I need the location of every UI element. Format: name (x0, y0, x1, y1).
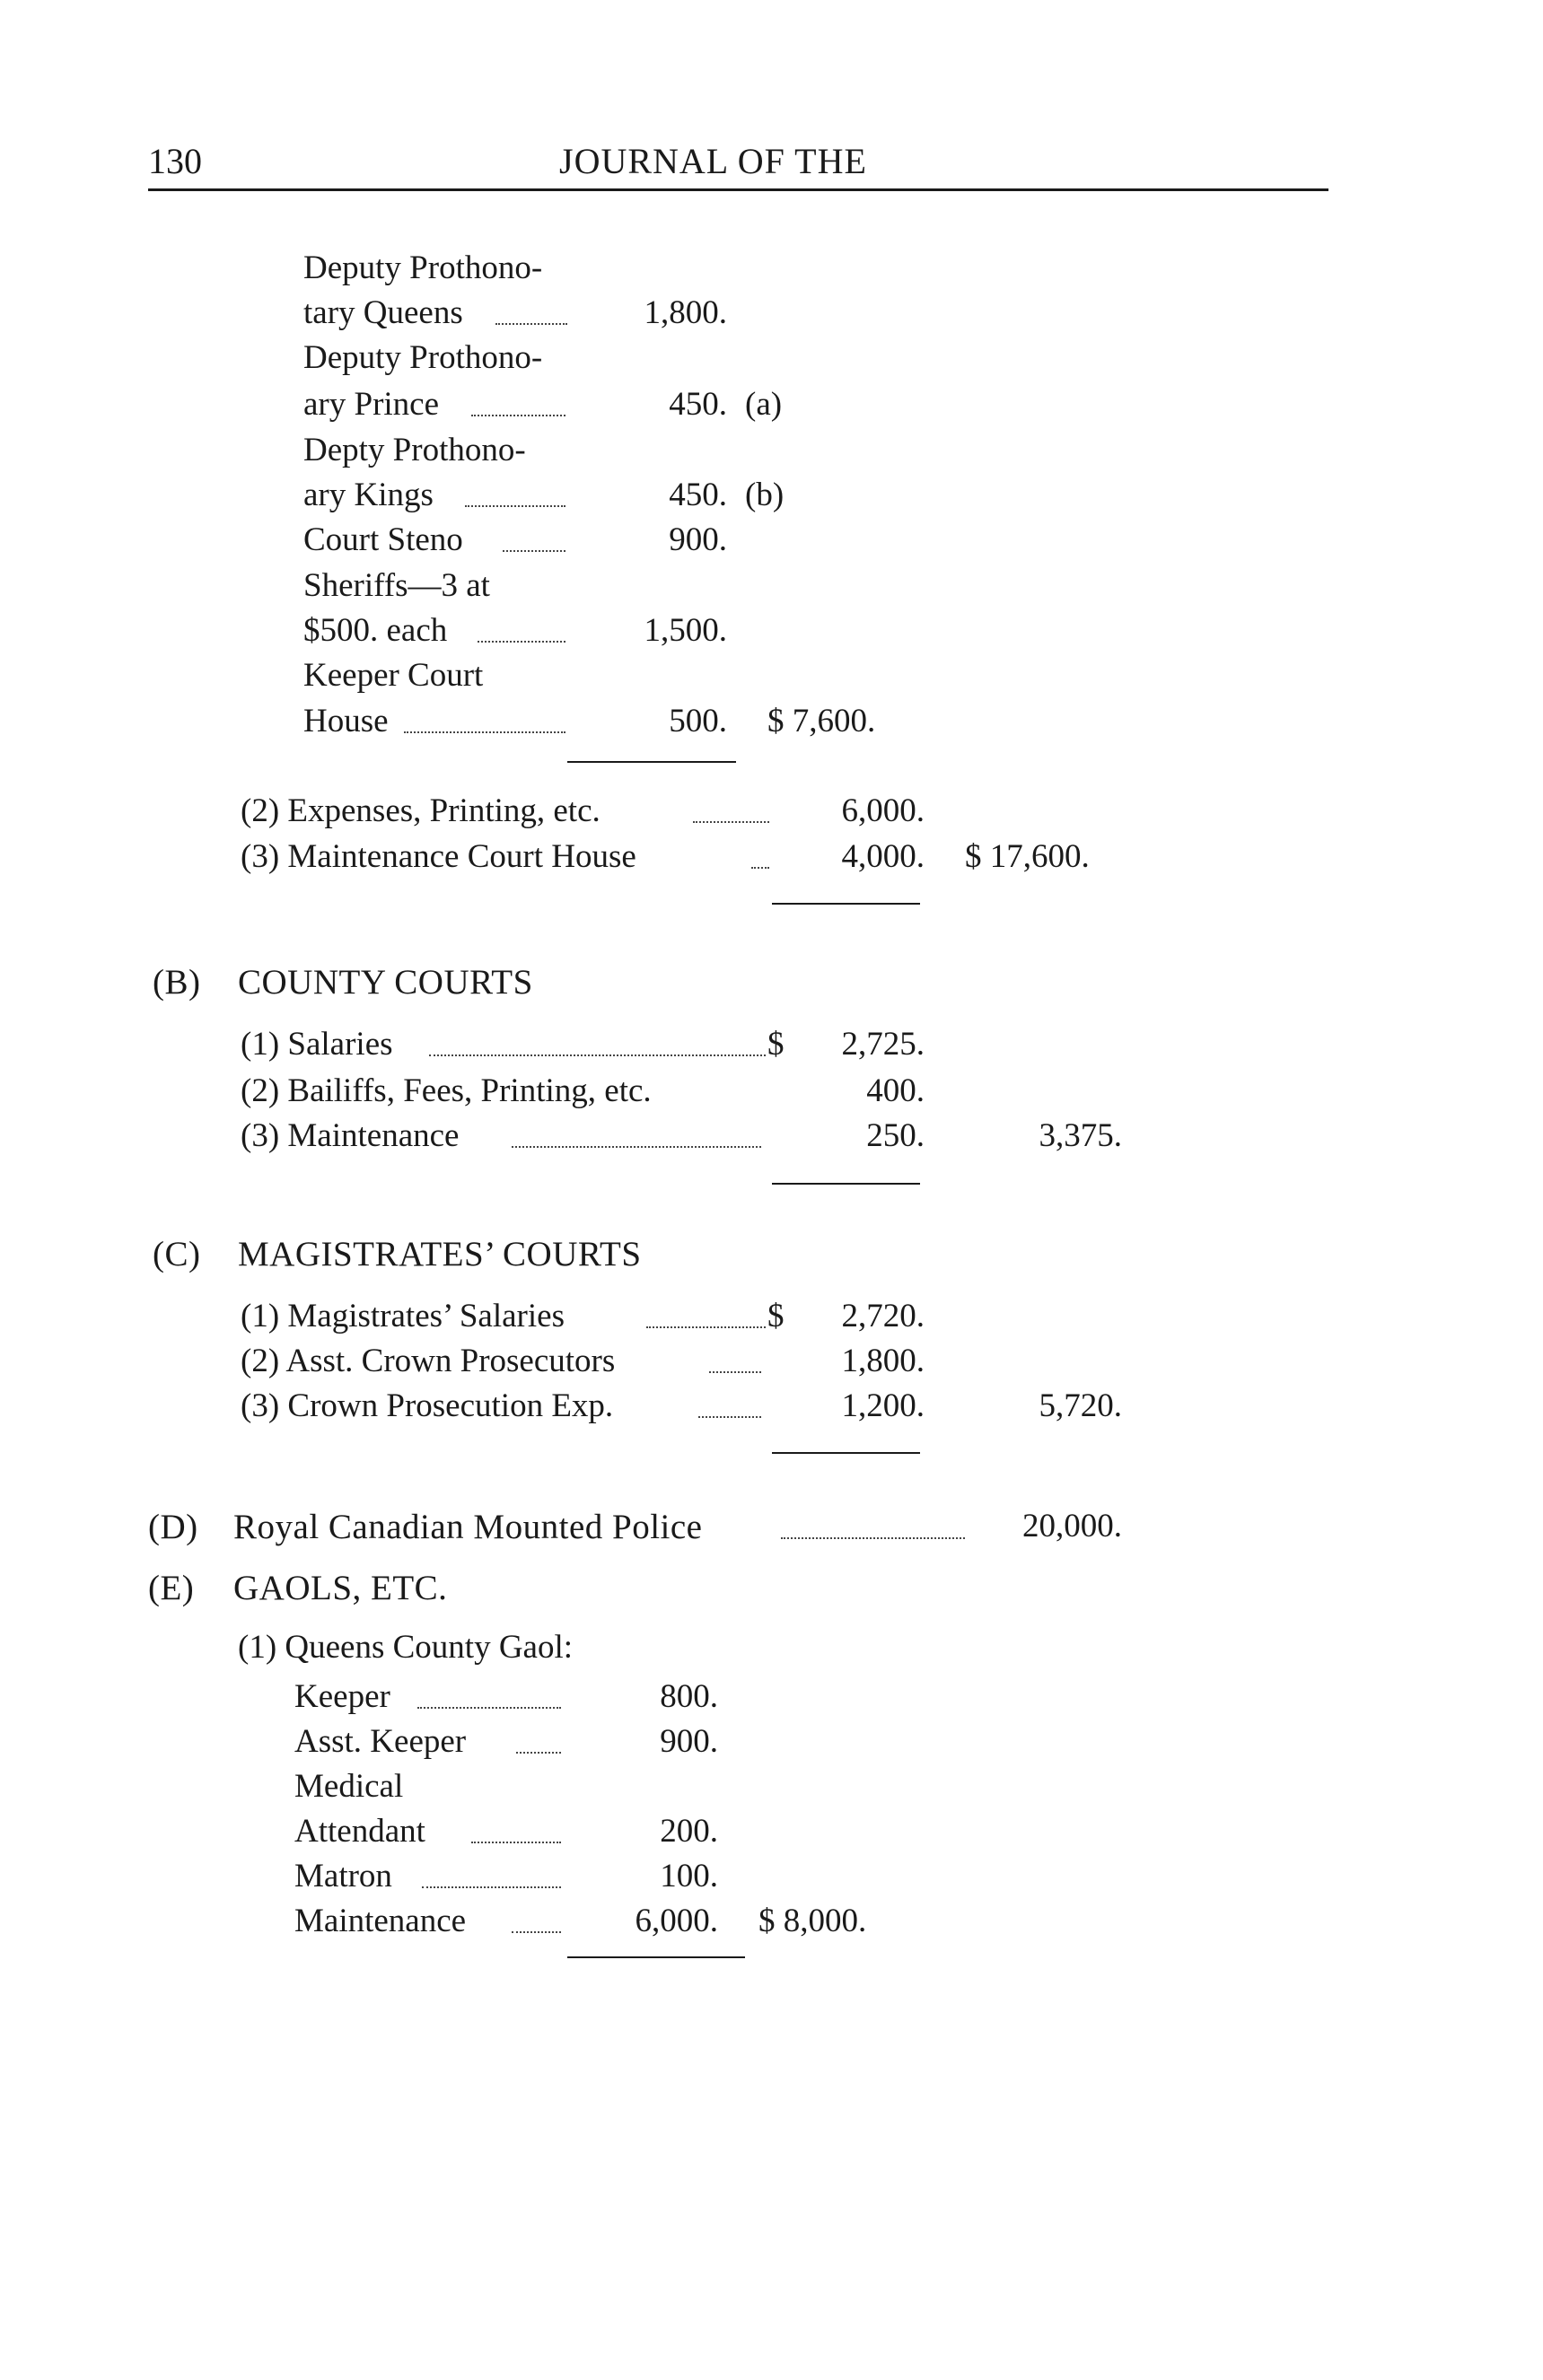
item-label: (3) Crown Prosecution Exp. (241, 1387, 614, 1424)
staff-line: Sheriffs—3 at (303, 567, 490, 604)
leader-dots (781, 1537, 965, 1539)
gaol-item-label: Asst. Keeper (294, 1723, 467, 1760)
gaol-item-amount: 900. (660, 1723, 718, 1760)
staff-line: Keeper Court (303, 657, 484, 694)
staff-line: Deputy Prothono- (303, 339, 543, 376)
dollar-sign: $ (767, 1026, 785, 1063)
item-label: (3) Maintenance (241, 1117, 460, 1154)
gaol-item-label: Keeper (294, 1678, 390, 1715)
section-total: 3,375. (1039, 1117, 1122, 1154)
staff-note: (b) (745, 477, 785, 513)
item-label: (2) Asst. Crown Prosecutors (241, 1343, 616, 1379)
leader-dots (503, 550, 565, 552)
item-label: (2) Bailiffs, Fees, Printing, etc. (241, 1072, 652, 1109)
item-amount: 4,000. (841, 838, 925, 875)
item-label: (1) Magistrates’ Salaries (241, 1298, 565, 1334)
staff-amount: 500. (669, 703, 727, 739)
staff-amount: 450. (669, 477, 727, 513)
item-amount: 1,800. (841, 1343, 925, 1379)
leader-dots (646, 1326, 766, 1328)
leader-dots (465, 505, 565, 507)
subtotal-rule (772, 903, 920, 905)
item-amount: 6,000. (841, 792, 925, 829)
leader-dots (495, 323, 567, 325)
section-total: $ 17,600. (965, 838, 1090, 875)
item-amount: 1,200. (841, 1387, 925, 1424)
subtotal-rule (772, 1452, 920, 1454)
staff-line: ary Kings (303, 477, 434, 513)
leader-dots (693, 821, 769, 823)
leader-dots (516, 1752, 561, 1754)
section-total: 20,000. (1022, 1508, 1122, 1544)
item-amount: 250. (866, 1117, 925, 1154)
item-amount: 400. (866, 1072, 925, 1109)
gaol-item-amount: 800. (660, 1678, 718, 1715)
leader-dots (478, 641, 565, 643)
running-title: JOURNAL OF THE (559, 141, 867, 181)
section-total: 5,720. (1039, 1387, 1122, 1424)
section-title: Royal Canadian Mounted Police (233, 1508, 703, 1546)
section-title: COUNTY COURTS (238, 963, 533, 1002)
leader-dots (471, 415, 565, 416)
subtotal-rule (567, 1956, 745, 1958)
section-letter: (C) (153, 1235, 201, 1273)
staff-amount: 900. (669, 521, 727, 558)
section-letter: (E) (148, 1569, 195, 1607)
leader-dots (429, 1054, 766, 1056)
section-total: $ 8,000. (758, 1903, 867, 1939)
dollar-sign: $ (767, 1298, 785, 1334)
leader-dots (698, 1416, 761, 1418)
section-title: GAOLS, ETC. (233, 1569, 448, 1607)
gaol-item-label: Medical (294, 1768, 404, 1805)
item-label: (3) Maintenance Court House (241, 838, 636, 875)
leader-dots (404, 731, 565, 733)
leader-dots (471, 1842, 561, 1843)
page-number: 130 (148, 141, 202, 181)
staff-note: (a) (745, 386, 783, 423)
staff-total: $ 7,600. (767, 703, 876, 739)
gaol-item-label: Maintenance (294, 1903, 467, 1939)
subtotal-rule (567, 761, 736, 763)
item-label: (1) Salaries (241, 1026, 393, 1063)
subtotal-rule (772, 1183, 920, 1185)
header-rule (148, 188, 1328, 191)
leader-dots (422, 1886, 561, 1888)
staff-line: Depty Prothono- (303, 432, 526, 468)
staff-line: Court Steno (303, 521, 463, 558)
section-title: MAGISTRATES’ COURTS (238, 1235, 642, 1273)
item-amount: 2,725. (841, 1026, 925, 1063)
staff-amount: 1,800. (644, 294, 727, 331)
leader-dots (709, 1371, 761, 1373)
staff-line: Deputy Prothono- (303, 249, 543, 286)
item-label: (2) Expenses, Printing, etc. (241, 792, 601, 829)
gaol-item-label: Matron (294, 1858, 392, 1894)
gaol-item-amount: 100. (660, 1858, 718, 1894)
gaol-item-amount: 6,000. (635, 1903, 718, 1939)
section-letter: (D) (148, 1508, 198, 1546)
staff-line: tary Queens (303, 294, 463, 331)
leader-dots (417, 1707, 561, 1709)
leader-dots (512, 1931, 561, 1933)
section-letter: (B) (153, 963, 201, 1002)
staff-line: House (303, 703, 389, 739)
gaol-item-amount: 200. (660, 1813, 718, 1850)
staff-amount: 450. (669, 386, 727, 423)
staff-amount: 1,500. (644, 612, 727, 649)
gaol-item-label: Attendant (294, 1813, 425, 1850)
leader-dots (512, 1146, 761, 1148)
staff-line: ary Prince (303, 386, 440, 423)
staff-line: $500. each (303, 612, 448, 649)
leader-dots (751, 867, 769, 869)
subsection-heading: (1) Queens County Gaol: (238, 1629, 574, 1666)
item-amount: 2,720. (841, 1298, 925, 1334)
